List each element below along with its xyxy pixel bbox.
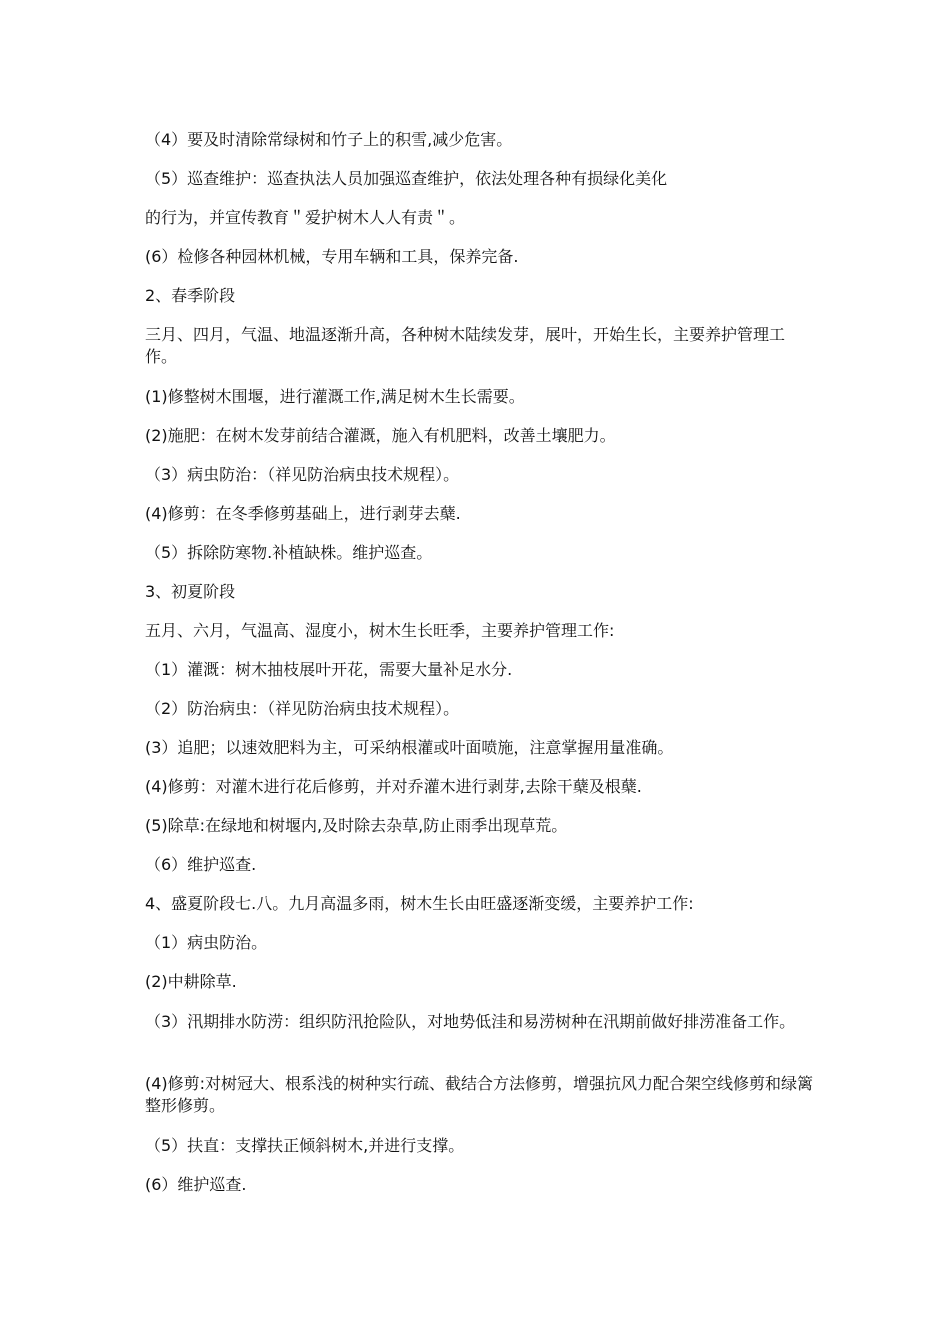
paragraph-spring-item-3: （3）病虫防治：（祥见防治病虫技术规程）。 [145,465,460,484]
paragraph-early-summer-item-4: (4)修剪：对灌木进行花后修剪，并对乔灌木进行剥芽,去除干蘖及根蘖. [145,777,642,796]
paragraph-winter-item-4: （4）要及时清除常绿树和竹子上的积雪,减少危害。 [145,130,513,149]
paragraph-early-summer-item-1: （1）灌溉：树木抽枝展叶开花，需要大量补足水分. [145,660,513,679]
paragraph-spring-item-1: (1)修整树木围堰，进行灌溉工作,满足树木生长需要。 [145,387,525,406]
section-heading-early-summer: 3、初夏阶段 [145,582,236,601]
paragraph-midsummer-item-4: (4)修剪:对树冠大、根系浅的树种实行疏、截结合方法修剪，增强抗风力配合架空线修剪和绿篱整形修剪。 [145,1074,814,1115]
paragraph-early-summer-item-3: (3）追肥；以速效肥料为主，可采纳根灌或叶面喷施，注意掌握用量准确。 [145,738,674,757]
paragraph-early-summer-item-6: （6）维护巡查. [145,855,257,874]
paragraph-spring-item-4: (4)修剪：在冬季修剪基础上，进行剥芽去蘖. [145,504,461,523]
paragraph-midsummer-item-2: (2)中耕除草. [145,972,237,991]
section-heading-spring: 2、春季阶段 [145,286,236,305]
paragraph-winter-item-6: (6）检修各种园林机械，专用车辆和工具，保养完备. [145,247,519,266]
paragraph-early-summer-item-2: （2）防治病虫：（祥见防治病虫技术规程）。 [145,699,460,718]
paragraph-midsummer-item-5: （5）扶直：支撑扶正倾斜树木,并进行支撑。 [145,1136,465,1155]
paragraph-winter-item-5-continued: 的行为，并宣传教育＂爱护树木人人有责＂。 [145,208,466,227]
paragraph-spring-intro: 三月、四月，气温、地温逐渐升高，各种树木陆续发芽，展叶，开始生长，主要养护管理工作。 [145,325,786,366]
paragraph-winter-item-5: （5）巡查维护：巡查执法人员加强巡查维护，依法处理各种有损绿化美化 [145,169,668,188]
paragraph-spring-item-2: (2)施肥：在树木发芽前结合灌溉，施入有机肥料，改善土壤肥力。 [145,426,616,445]
paragraph-midsummer-item-6: (6）维护巡查. [145,1175,247,1194]
paragraph-midsummer-item-1: （1）病虫防治。 [145,933,268,952]
section-heading-midsummer: 4、盛夏阶段七.八。九月高温多雨，树木生长由旺盛逐渐变缓，主要养护工作: [145,894,694,913]
paragraph-early-summer-item-5: (5)除草:在绿地和树堰内,及时除去杂草,防止雨季出现草荒。 [145,816,568,835]
paragraph-spring-item-5: （5）拆除防寒物.补植缺株。维护巡查。 [145,543,433,562]
paragraph-midsummer-item-3: （3）汛期排水防涝：组织防汛抢险队，对地势低洼和易涝树种在汛期前做好排涝准备工作。 [145,1012,796,1031]
paragraph-early-summer-intro: 五月、六月，气温高、湿度小，树木生长旺季，主要养护管理工作: [145,621,615,640]
